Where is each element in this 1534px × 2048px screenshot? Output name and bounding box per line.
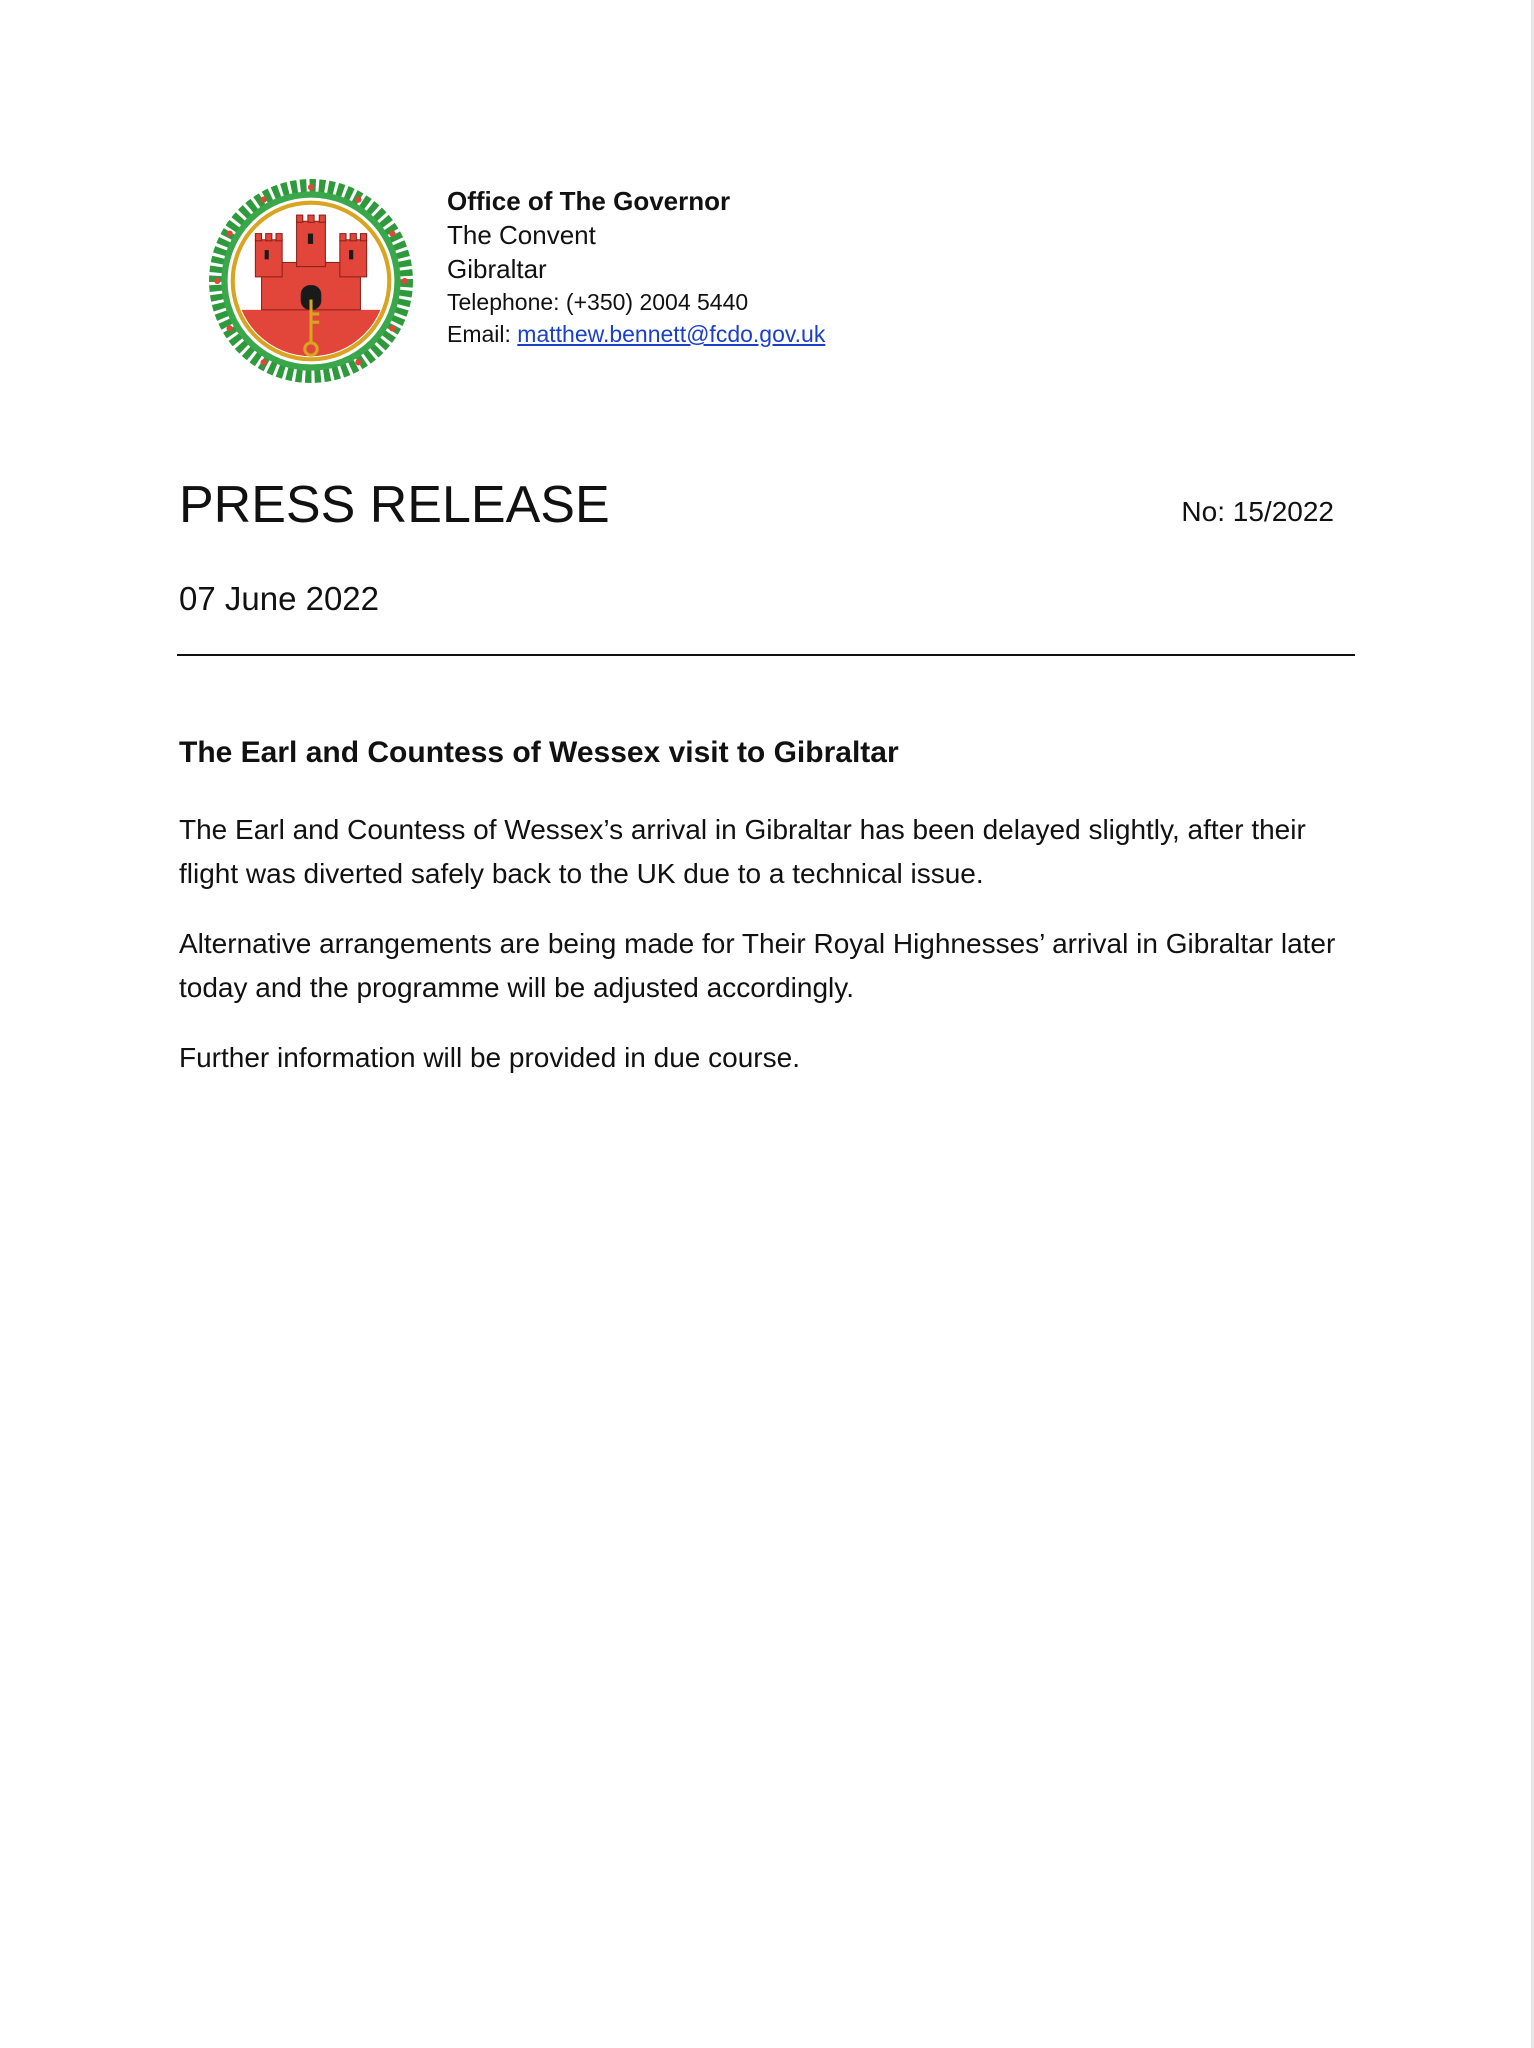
office-name: Office of The Governor xyxy=(447,186,731,216)
gibraltar-crest-logo xyxy=(208,178,414,384)
email-label: Email: xyxy=(447,321,518,347)
press-release-heading: PRESS RELEASE xyxy=(179,476,610,534)
article-body xyxy=(179,808,1359,1106)
address-line-1: The Convent xyxy=(447,220,596,250)
email-link[interactable]: matthew.bennett@fcdo.gov.uk xyxy=(517,321,826,347)
article-title: The Earl and Countess of Wessex visit to Gibraltar xyxy=(179,736,899,769)
paragraph-1: The Earl and Countess of Wessex’s arrival in Gibraltar has been delayed slightly, after their flight was diverted safely back to the UK due to a technical issue. xyxy=(179,814,1306,889)
release-number: No: 15/2022 xyxy=(1181,496,1334,527)
telephone: Telephone: (+350) 2004 5440 xyxy=(447,289,749,315)
paragraph-3: Further information will be provided in due course. xyxy=(179,1042,800,1073)
address-line-2: Gibraltar xyxy=(447,254,547,284)
divider-rule xyxy=(177,654,1355,656)
email-line xyxy=(447,318,1147,350)
release-date: 07 June 2022 xyxy=(179,580,380,617)
paragraph-2: Alternative arrangements are being made for Their Royal Highnesses’ arrival in Gibraltar later today and the programme will be adjusted accordingly. xyxy=(179,928,1336,1003)
letterhead xyxy=(447,184,1147,350)
